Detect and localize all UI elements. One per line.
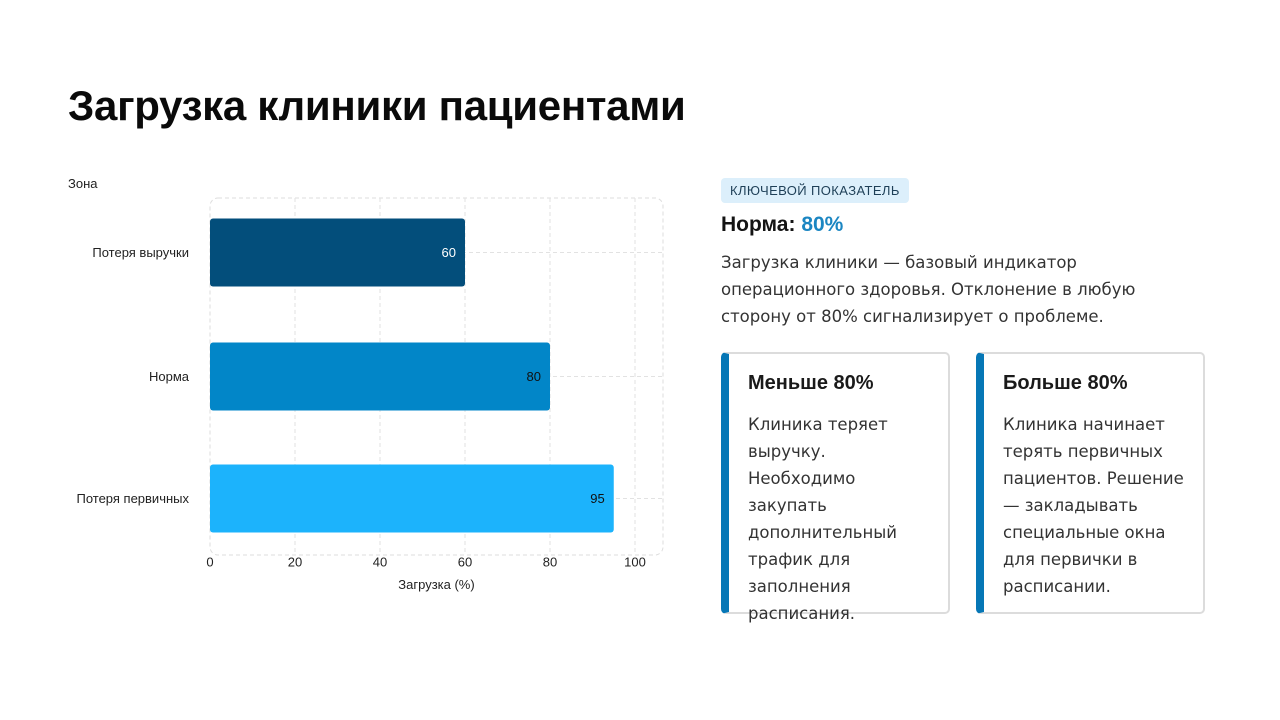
bar: [210, 465, 614, 533]
card-below-norm: [721, 352, 950, 623]
bar-chart-svg: [0, 160, 700, 620]
bar: [210, 343, 550, 411]
x-tick-label: 60: [457, 554, 473, 570]
x-tick-label: 40: [372, 554, 388, 570]
kpi-value: 80%: [801, 213, 844, 236]
x-tick-label: 0: [206, 554, 214, 570]
page-title: Загрузка клиники пациентами: [68, 82, 686, 129]
category-label: Потеря выручки: [92, 245, 189, 260]
bar-chart: [0, 160, 700, 620]
bar-value-label: 60: [441, 245, 456, 260]
kpi-panel: [721, 178, 1216, 330]
kpi-description: Загрузка клиники — базовый индикатор операционного здоровья. Отклонение в любую сторону от 80% сигнализирует о проблеме.: [721, 253, 1136, 326]
card-text: Клиника начинает терять первичных пациентов. Решение — закладывать специальные окна для первички в расписании.: [1003, 415, 1184, 596]
x-tick-label: 80: [542, 554, 558, 570]
category-label: Потеря первичных: [76, 491, 189, 506]
category-label: Норма: [148, 369, 189, 384]
kpi-label: Норма:: [721, 213, 796, 236]
x-tick-label: 100: [624, 554, 646, 570]
card-title: Больше 80%: [1003, 372, 1128, 394]
kpi-metric: [721, 213, 1216, 237]
x-axis-label: Загрузка (%): [398, 577, 475, 592]
card-text: Клиника теряет выручку. Необходимо закупать дополнительный трафик для заполнения расписания.: [748, 415, 898, 623]
info-cards: [721, 352, 1216, 623]
y-axis-label: Зона: [68, 176, 98, 191]
bar-value-label: 80: [526, 369, 541, 384]
x-tick-label: 20: [287, 554, 303, 570]
bar-value-label: 95: [590, 491, 605, 506]
card-above-norm: [976, 352, 1205, 614]
card-title: Меньше 80%: [748, 372, 874, 394]
bar: [210, 219, 465, 287]
kpi-badge: КЛЮЧЕВОЙ ПОКАЗАТЕЛЬ: [721, 178, 909, 203]
